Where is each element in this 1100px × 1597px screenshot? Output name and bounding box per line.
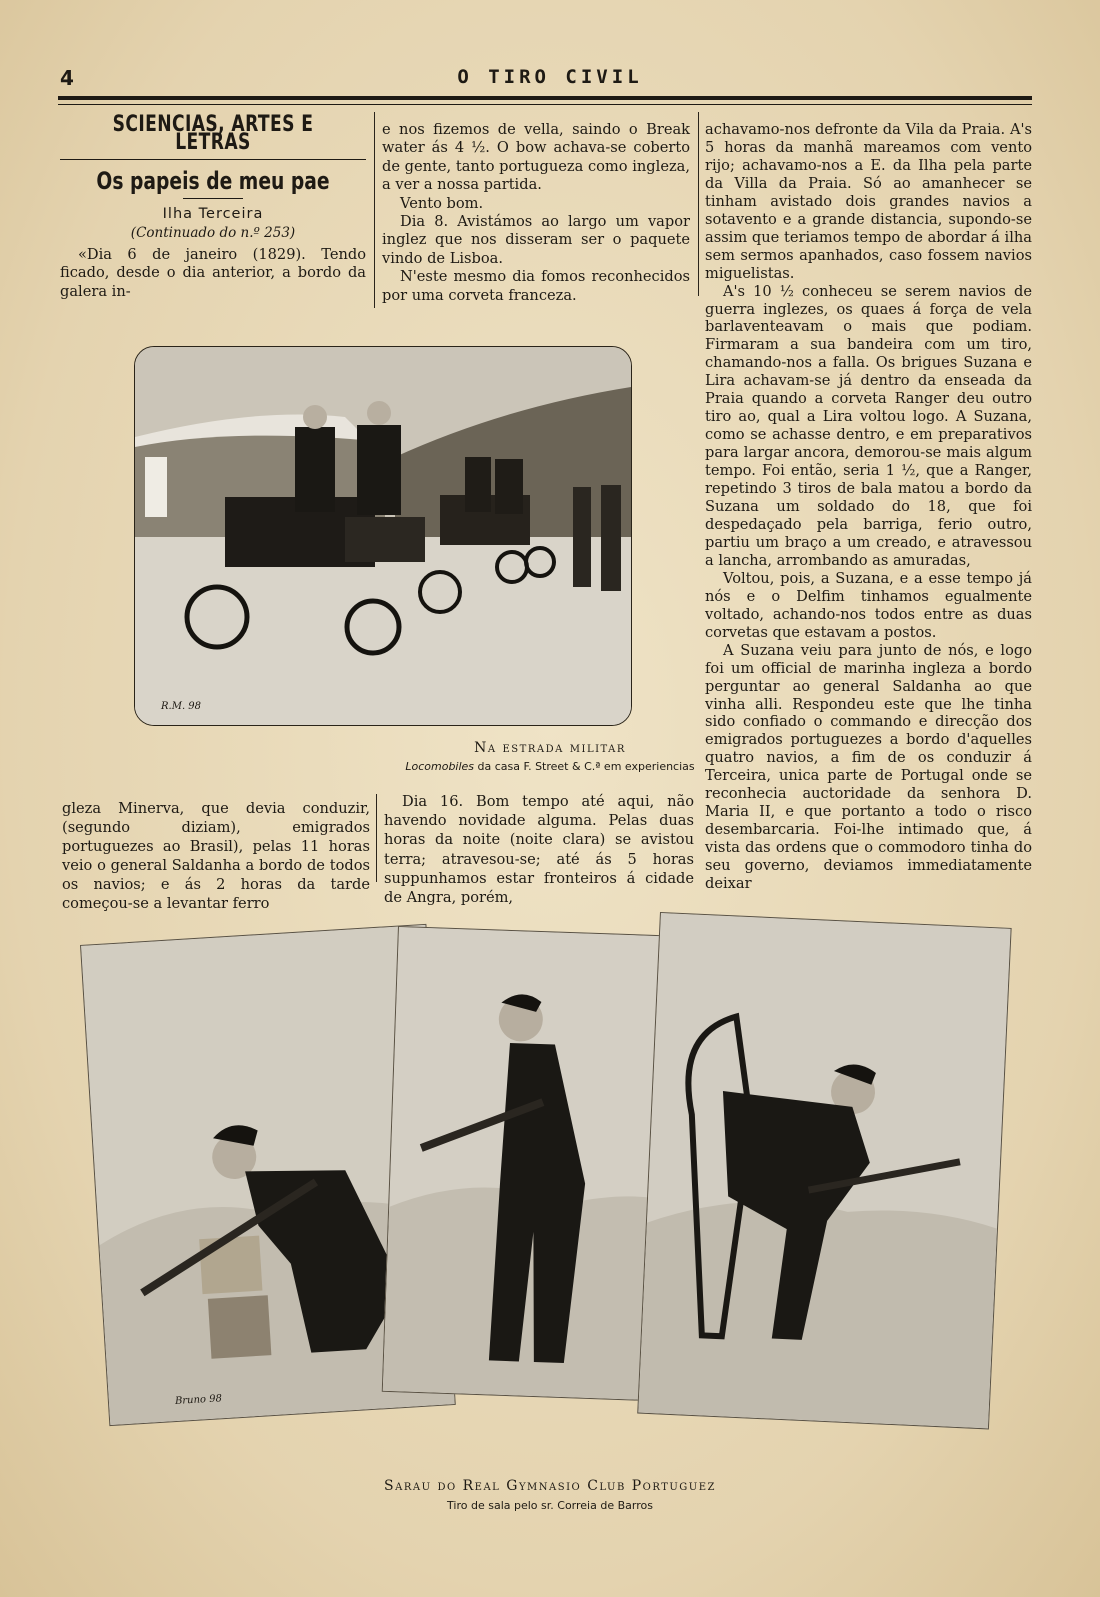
paragraph: A Suzana veiu para junto de nós, e logo foi um official de marinha ingleza a bordo perguntar ao general Saldanha ao que vinha alli. Respondeu este que lhe tinha sido confiado o commando e direcção dos emigrados portuguezes a bordo d'aquelles quatro navios, a fim de os conduzir á Terceira, unica parte de Portugal onde se reconhecia auctoridade da senhora D. Maria II, e que portanto a todo o risco desembarcaria. Foi-lhe intimado que, á vista das ordens que o commodoro tinha do seu governo, deviamos immediatamente deixar xyxy=(705,641,1032,893)
photo-marksman-seated xyxy=(637,912,1011,1429)
seated-image xyxy=(638,913,1010,1428)
column-3 xyxy=(705,121,1032,893)
paragraph: Dia 8. Avistámos ao largo um vapor inglez que nos disseram ser o paquete vindo de Lisboa. xyxy=(382,213,690,267)
section-rule xyxy=(60,159,366,160)
paragraph: Voltou, pois, a Suzana, e a esse tempo já nós e o Delfim tinhamos egualmente voltado, achando-nos todos entre as duas corvetas que estavam a postos. xyxy=(705,569,1032,641)
paragraph: gleza Minerva, que devia conduzir, (segundo diziam), emigrados portuguezes ao Brasil), pelas 11 horas veio o general Saldanha a bordo de todos os navios; e ás 2 horas da tarde começou-se a levantar ferro xyxy=(62,800,370,912)
paragraph: Dia 16. Bom tempo até aqui, não havendo novidade alguma. Pelas duas horas da noite (noite clara) se avistou terra; atravesou-se; até ás 5 horas suppunhamos estar fronteiros á cidade de Angra, porém, xyxy=(384,793,694,907)
paragraph: «Dia 6 de janeiro (1829). Tendo ficado, desde o dia anterior, a bordo da galera in- xyxy=(60,246,366,300)
photo-signature: R.M. 98 xyxy=(161,701,202,712)
photo1-subcaption xyxy=(0,760,1100,773)
photo2-subcaption: Tiro de sala pelo sr. Correia de Barros xyxy=(447,1499,653,1512)
paragraph: achavamo-nos defronte da Vila da Praia. A's 5 horas da manhã mareamos com vento rijo; achavamo-nos a E. da Ilha pela parte da Villa da Praia. Só ao amanhecer se tinham avistado dois grandes navios a sotavento e a grande distancia, supondo-se assim que teriamos tempo de abordar á ilha sem sermos apanhados, caso fossem navios miguelistas. xyxy=(705,121,1032,282)
standing-image xyxy=(383,927,683,1401)
header-rule xyxy=(58,96,1032,100)
column-1-top xyxy=(60,112,366,301)
paragraph: A's 10 ½ conheceu se serem navios de guerra inglezes, os quaes á força de vela barlaventeavam o mais que podiam. Firmaram a sua bandeira com um tiro, chamando-nos a falla. Os brigues Suzana e Lira achavam-se já dentro da enseada da Praia quando a corveta Ranger deu outro tiro ao, qual a Lira voltou logo. A Suzana, como se achasse dentro, e em preparativos para largar ancora, demorou-se mais algum tempo. Foi então, seria 1 ½, que a Ranger, repetindo 3 tiros de bala matou a bordo da Suzana um soldado do 18, que foi despedaçado pela barriga, ferio outro, partiu um braço a um creado, e atravessou a lancha, arrombando as amuradas, xyxy=(705,282,1032,569)
paragraph: e nos fizemos de vella, saindo o Break water ás 4 ½. O bow achava-se coberto de gente, tanto portugueza como ingleza, a ver a nossa partida. xyxy=(382,121,690,194)
column-divider xyxy=(698,112,699,296)
header-rule-thin xyxy=(58,104,1032,105)
column-divider xyxy=(376,794,377,882)
article-title: Os papeis de meu pae xyxy=(96,166,330,195)
photo2-caption: Sarau do Real Gymnasio Club Portuguez xyxy=(384,1478,716,1494)
photo1-subcaption-italic: Locomobiles xyxy=(405,760,475,773)
column-1-bottom xyxy=(62,799,370,913)
paragraph: N'este mesmo dia fomos reconhecidos por uma corveta franceza. xyxy=(382,268,690,304)
page-number: 4 xyxy=(60,66,74,90)
column-2-top xyxy=(382,121,690,305)
column-divider xyxy=(374,112,375,308)
title-rule xyxy=(183,198,243,199)
section-title: SCIENCIAS, ARTES E LETRAS xyxy=(112,112,314,156)
column-2-bottom xyxy=(384,792,694,907)
continued-note: (Continuado do n.º 253) xyxy=(130,224,296,241)
masthead: O TIRO CIVIL xyxy=(457,66,643,88)
paragraph: Vento bom. xyxy=(400,194,484,212)
article-subtitle: Ilha Terceira xyxy=(162,206,264,223)
photo1-caption: Na estrada militar xyxy=(474,740,626,756)
photo-locomobiles xyxy=(134,346,632,726)
photo-marksman-standing xyxy=(382,926,684,1402)
photo-signature: Bruno 98 xyxy=(174,1393,223,1408)
photo1-subcaption-text: da casa F. Street & C.ª em experiencias xyxy=(474,760,695,773)
locomobile-image xyxy=(135,347,631,725)
